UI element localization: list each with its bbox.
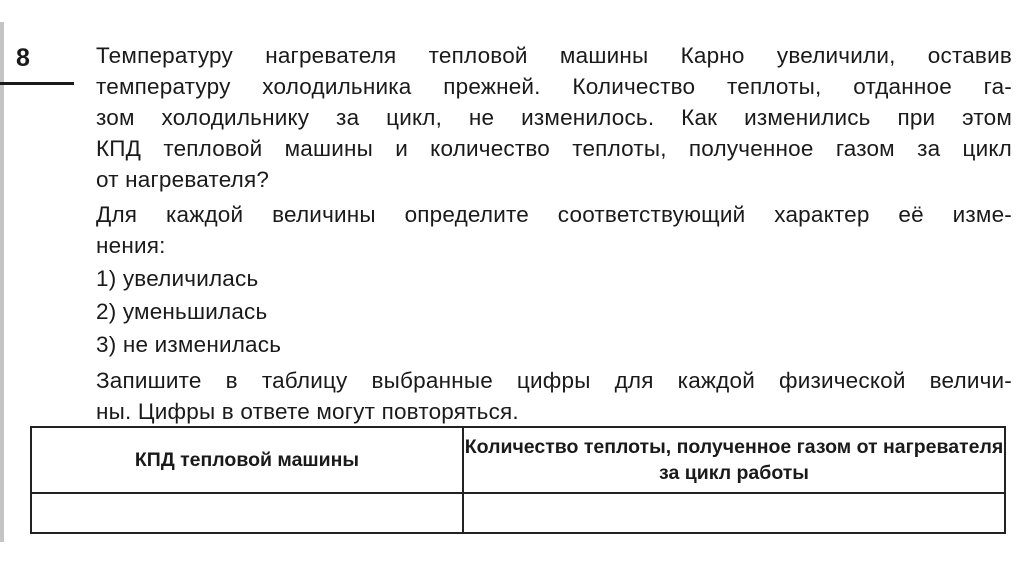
task-body — [96, 40, 1012, 427]
instruction-line: Для каждой величины определите соответствующий характер её изме- — [96, 202, 1012, 227]
question-line: от нагревателя? — [96, 167, 270, 192]
task-number-underline — [0, 82, 74, 85]
answer-cell-efficiency[interactable] — [31, 493, 463, 533]
page-edge — [0, 22, 4, 542]
answer-table-header-row — [31, 427, 1005, 493]
header-efficiency: КПД тепловой машины — [31, 427, 463, 493]
table-instruction-line: ны. Цифры в ответе могут повторяться. — [96, 399, 519, 424]
question-line: температуру холодильника прежней. Количество теплоты, отданное га- — [96, 74, 1012, 99]
option-item: 1) увеличилась — [96, 266, 259, 291]
answer-table — [30, 426, 1006, 534]
option-item: 3) не изменилась — [96, 332, 282, 357]
question-line: КПД тепловой машины и количество теплоты, полученное газом за цикл — [96, 136, 1012, 161]
option-item: 2) уменьшилась — [96, 299, 268, 324]
instruction-line: нения: — [96, 233, 166, 258]
question-line: зом холодильнику за цикл, не изменилось. Как изменились при этом — [96, 105, 1012, 130]
header-heat-received: Количество теплоты, полученное газом от нагревателя за цикл работы — [463, 427, 1005, 493]
table-instruction-line: Запишите в таблицу выбранные цифры для каждой физической величи- — [96, 368, 1012, 393]
task-number: 8 — [16, 44, 30, 72]
question-line: Температуру нагревателя тепловой машины Карно увеличили, оставив — [96, 43, 1012, 68]
answer-table-answer-row — [31, 493, 1005, 533]
answer-cell-heat-received[interactable] — [463, 493, 1005, 533]
